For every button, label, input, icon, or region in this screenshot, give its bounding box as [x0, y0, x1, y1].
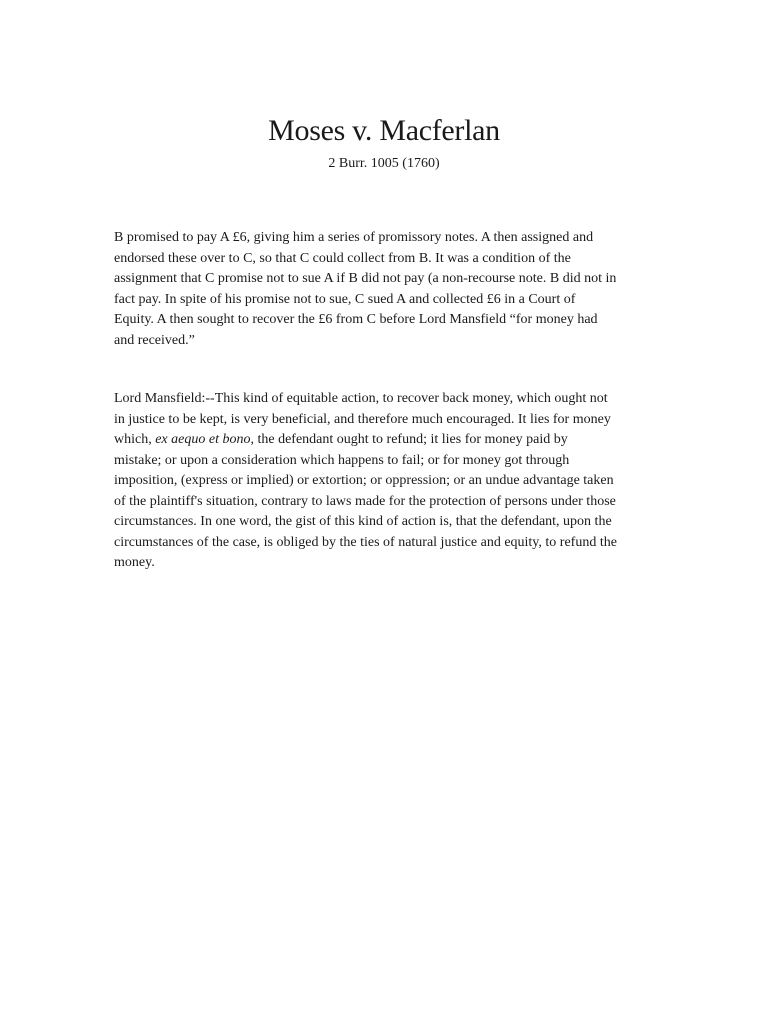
opinion-line: mistake; or upon a consideration which happens to fail; or for money got through [114, 452, 570, 468]
facts-paragraph [114, 228, 662, 351]
opinion-line: Lord Mansfield:--This kind of equitable action, to recover back money, which ought not [114, 391, 608, 406]
opinion-line: imposition, (express or implied) or extortion; or oppression; or an undue advantage taken [114, 473, 614, 488]
facts-line: assignment that C promise not to sue A if B did not pay (a non-recourse note. B did not in [114, 271, 617, 286]
facts-line: fact pay. In spite of his promise not to sue, C sued A and collected £6 in a Court of [114, 291, 576, 307]
case-citation: 2 Burr. 1005 (1760) [328, 156, 440, 171]
document-title: Moses v. Macferlan [268, 114, 500, 147]
opinion-line: circumstances of the case, is obliged by the ties of natural justice and equity, to refund the [114, 534, 617, 550]
opinion-line: in justice to be kept, is very beneficial, and therefore much encouraged. It lies for money [114, 411, 611, 427]
opinion-paragraph [114, 389, 662, 574]
opinion-text: , the defendant ought to refund; it lies for money paid by [250, 432, 568, 447]
opinion-line: of the plaintiff's situation, contrary to laws made for the protection of persons under those [114, 493, 616, 509]
latin-phrase: ex aequo et bono [155, 432, 251, 447]
opinion-line: money. [114, 555, 155, 570]
facts-line: B promised to pay A £6, giving him a series of promissory notes. A then assigned and [114, 230, 594, 245]
facts-line: endorsed these over to C, so that C could collect from B. It was a condition of the [114, 250, 571, 266]
opinion-line: circumstances. In one word, the gist of this kind of action is, that the defendant, upon the [114, 514, 612, 529]
facts-line: and received.” [114, 332, 195, 348]
opinion-text: which, [114, 432, 156, 447]
opinion-line [114, 430, 662, 451]
facts-line: Equity. A then sought to recover the £6 from C before Lord Mansfield “for money had [114, 312, 598, 327]
